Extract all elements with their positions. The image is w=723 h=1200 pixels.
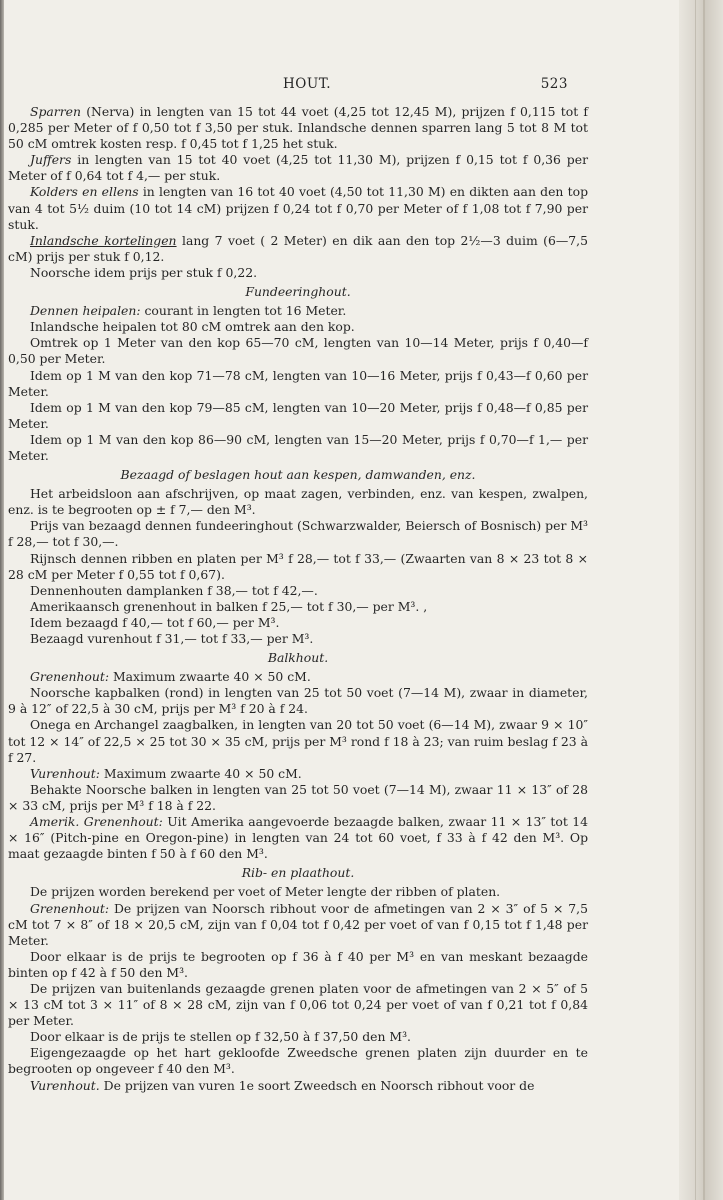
- paragraph-text: Maximum zwaarte 40 × 50 cM.: [99, 765, 302, 781]
- page-gutter-shadow: [0, 0, 4, 1200]
- paragraph-text: Noorsche kapbalken (rond) in lengten van 25 tot 50 voet (7—14 M), zwaar in diameter, 9 à 12″ of 22,5 à 30 cM, prijs per M³ f 20 à f 24.: [8, 685, 588, 717]
- paragraph-text: Idem op 1 M van den kop 71—78 cM, lengten van 10—16 Meter, prijs f 0,43—f 0,60 per Meter.: [8, 367, 588, 399]
- paragraph: [8, 432, 588, 464]
- paragraph-lead: Inlandsche kortelingen: [30, 232, 177, 248]
- paragraph: [8, 518, 588, 550]
- paragraph-text: Door elkaar is de prijs te begrooten op f 36 à f 40 per M³ en van meskant bezaagde binten op f 42 à f 50 den M³.: [8, 948, 588, 980]
- paragraph: [8, 583, 588, 599]
- page-body: [8, 104, 588, 1094]
- paragraph: [8, 766, 588, 782]
- paragraph-text: Rijnsch dennen ribben en platen per M³ f 28,— tot f 33,— (Zwaarten van 8 × 23 tot 8 × 28 cM per Meter f 0,55 tot f 0,67).: [8, 550, 588, 582]
- paragraph: [8, 717, 588, 765]
- paragraph: [8, 152, 588, 184]
- paragraph-lead: Amerik. Grenenhout:: [30, 814, 163, 830]
- paragraph: [8, 669, 588, 685]
- paragraph: [8, 949, 588, 981]
- paragraph-text: De prijzen van buitenlands gezaagde grenen platen voor de afmetingen van 2 × 5″ of 5 × 13 cM tot 3 × 11″ of 8 × 28 cM, zijn van f 0,06 tot 0,24 per voet of van f 0,21 tot f 0,84 per Meter.: [8, 980, 588, 1029]
- paragraph-text: Prijs van bezaagd dennen fundeeringhout (Schwarzwalder, Beiersch of Bosnisch) per M³ f 28,— tot f 30,—.: [8, 518, 588, 550]
- paragraph-text: Dennenhouten damplanken f 38,— tot f 42,—.: [30, 582, 318, 598]
- section-heading: Bezaagd of beslagen hout aan kespen, damwanden, enz.: [120, 467, 476, 483]
- paragraph: [8, 486, 588, 518]
- paragraph-text: Eigengezaagde op het hart gekloofde Zweedsche grenen platen zijn duurder en te begrooten op ongeveer f 40 den M³.: [8, 1045, 588, 1077]
- section-heading: Fundeeringhout.: [245, 284, 351, 300]
- paragraph: [8, 631, 588, 647]
- paragraph: [8, 685, 588, 717]
- paragraph: [8, 319, 588, 335]
- paragraph: [8, 1045, 588, 1077]
- paragraph-text: lang 7 voet ( 2 Meter) en dik aan den top 2½—3 duim (6—7,5 cM) prijs per stuk f 0,12.: [8, 232, 588, 264]
- paragraph-text: Onega en Archangel zaagbalken, in lengten van 20 tot 50 voet (6—14 M), zwaar 9 × 10″ tot 12 × 14″ of 22,5 × 25 tot 30 × 35 cM, prijs per M³ rond f 18 à 23; van ruim beslag f 23 à f 27.: [8, 717, 588, 765]
- paragraph-text: in lengten van 15 tot 40 voet (4,25 tot 11,30 M), prijzen f 0,15 tot f 0,36 per Meter of f 0,64 tot f 4,— per stuk.: [8, 152, 588, 184]
- paragraph-text: Idem op 1 M van den kop 79—85 cM, lengten van 10—20 Meter, prijs f 0,48—f 0,85 per Meter.: [8, 399, 588, 431]
- section-heading: Balkhout.: [267, 650, 329, 666]
- paragraph-lead: Kolders en ellens: [30, 184, 139, 200]
- paragraph-text: Noorsche idem prijs per stuk f 0,22.: [30, 264, 258, 280]
- paragraph-text: Het arbeidsloon aan afschrijven, op maat zagen, verbinden, enz. van kespen, zwalpen, enz. is te begrooten op ± f 7,— den M³.: [8, 486, 588, 518]
- paragraph: [8, 104, 588, 152]
- paragraph: [8, 981, 588, 1029]
- paragraph: [8, 814, 588, 862]
- paragraph-lead: Dennen heipalen:: [30, 303, 141, 319]
- paragraph: [8, 368, 588, 400]
- page-edge-stack: [679, 0, 723, 1200]
- paragraph-text: Behakte Noorsche balken in lengten van 25 tot 50 voet (7—14 M), zwaar 11 × 13″ of 28 × 33 cM, prijs per M³ f 18 à f 22.: [8, 781, 588, 813]
- paragraph-text: courant in lengten tot 16 Meter.: [140, 303, 347, 319]
- paragraph: [8, 233, 588, 265]
- paragraph-lead: Vurenhout:: [30, 765, 100, 781]
- paragraph-text: Door elkaar is de prijs te stellen op f 32,50 à f 37,50 den M³.: [30, 1029, 411, 1045]
- paragraph: [8, 599, 588, 615]
- paragraph: [8, 265, 588, 281]
- paragraph: [8, 335, 588, 367]
- paragraph-text: De prijzen van Noorsch ribhout voor de afmetingen van 2 × 3″ of 5 × 7,5 cM tot 7 × 8″ of 18 × 20,5 cM, zijn van f 0,04 tot f 0,42 per voet of van f 0,15 tot f 1,48 per Meter.: [8, 900, 588, 948]
- paragraph: [8, 884, 588, 900]
- paragraph: [8, 400, 588, 432]
- paragraph-text: De prijzen worden berekend per voet of Meter lengte der ribben of platen.: [30, 884, 501, 900]
- paragraph: [8, 615, 588, 631]
- paragraph-text: in lengten van 16 tot 40 voet (4,50 tot 11,30 M) en dikten aan den top van 4 tot 5½ duim (10 tot 14 cM) prijzen f 0,24 tot f 0,70 per Meter of f 1,08 tot f 7,90 per stuk.: [8, 184, 588, 232]
- page-number: 523: [540, 76, 568, 92]
- paragraph: [8, 184, 588, 232]
- paragraph: [8, 1029, 588, 1045]
- paragraph-text: Inlandsche heipalen tot 80 cM omtrek aan den kop.: [30, 319, 355, 335]
- paragraph: [8, 782, 588, 814]
- paragraph-text: De prijzen van vuren 1e soort Zweedsch en Noorsch ribhout voor de: [99, 1077, 535, 1093]
- section-heading: Rib- en plaathout.: [241, 865, 355, 881]
- paragraph-lead: Vurenhout.: [30, 1077, 100, 1093]
- paragraph: [8, 303, 588, 319]
- paragraph-lead: Juffers: [30, 152, 72, 168]
- paragraph: [8, 1078, 588, 1094]
- paragraph-text: Omtrek op 1 Meter van den kop 65—70 cM, lengten van 10—14 Meter, prijs f 0,40—f 0,50 per Meter.: [8, 335, 588, 367]
- paragraph-lead: Sparren: [30, 104, 81, 119]
- running-header: [8, 76, 568, 96]
- paragraph-text: (Nerva) in lengten van 15 tot 44 voet (4,25 tot 12,45 M), prijzen f 0,115 tot f 0,285 per Meter of f 0,50 tot f 3,50 per stuk. Inlandsche dennen sparren lang 5 tot 8 M tot 50 cM omtrek kosten resp. f 0,45 tot f 1,25 het stuk.: [8, 104, 588, 152]
- paragraph-text: Bezaagd vurenhout f 31,— tot f 33,— per M³.: [30, 631, 314, 646]
- paragraph-lead: Grenenhout:: [30, 669, 110, 685]
- paragraph: [8, 901, 588, 949]
- paragraph-text: Idem op 1 M van den kop 86—90 cM, lengten van 15—20 Meter, prijs f 0,70—f 1,— per Meter.: [8, 431, 588, 463]
- paragraph: [8, 551, 588, 583]
- paragraph-text: Uit Amerika aangevoerde bezaagde balken, zwaar 11 × 13″ tot 14 × 16″ (Pitch-pine en Oregon-pine) in lengten van 24 tot 60 voet, f 33 à f 42 den M³. Op maat gezaagde binten f 50 à f 60 den M³.: [8, 814, 588, 862]
- paragraph-text: Idem bezaagd f 40,— tot f 60,— per M³.: [30, 614, 280, 630]
- paragraph-text: Amerikaansch grenenhout in balken f 25,— tot f 30,— per M³. ,: [30, 598, 428, 614]
- running-title: HOUT.: [283, 76, 332, 92]
- paragraph-lead: Grenenhout:: [30, 900, 110, 916]
- paragraph-text: Maximum zwaarte 40 × 50 cM.: [109, 669, 311, 685]
